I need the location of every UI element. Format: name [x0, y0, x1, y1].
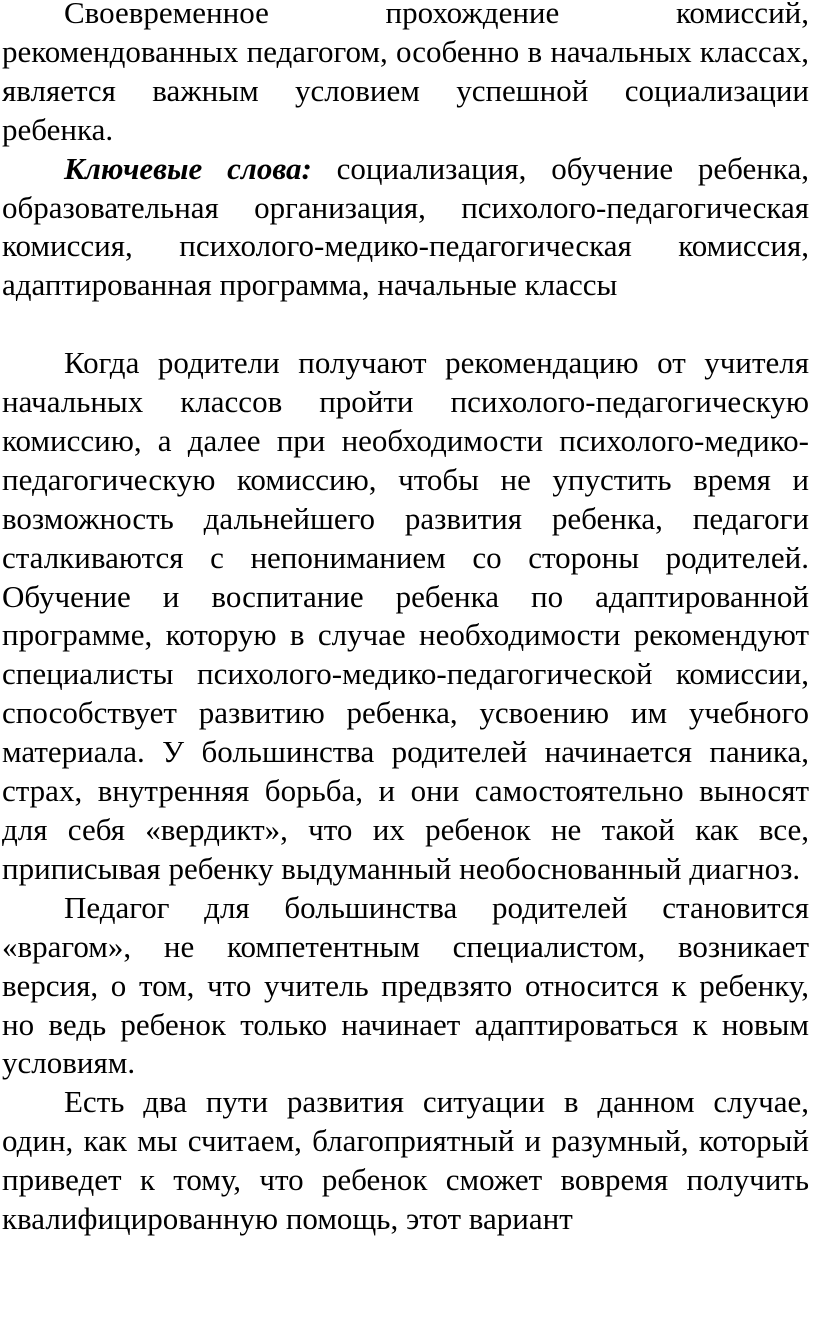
body-paragraph-2: Педагог для большинства родителей становится «врагом», не компетентным специалистом, возникает версия, о том, что учитель предвзято относится к ребенку, но ведь ребенок только начинает адаптироваться к новым условиям.	[2, 889, 809, 1081]
body-paragraph-1: Когда родители получают рекомендацию от учителя начальных классов пройти психолого-педагогическую комиссию, а далее при необходимости психолого-медико-педагогическую комиссию, чтобы не упустить время и возможность дальнейшего развития ребенка, педагоги сталкиваются с непониманием со стороны родителей. Обучение и воспитание ребенка по адаптированной программе, которую в случае необходимости рекомендуют специалисты психолого-медико-педагогической комиссии, способствует развитию ребенка, усвоению им учебного материала. У большинства родителей начинается паника, страх, внутренняя борьба, и они самостоятельно выносят для себя «вердикт», что их ребенок не такой как все, приписывая ребенку выдуманный необоснованный диагноз.	[2, 345, 809, 886]
blank-line	[2, 305, 809, 344]
keywords-paragraph	[2, 150, 809, 306]
abstract-paragraph	[2, 0, 809, 150]
body-paragraph-3: Есть два пути развития ситуации в данном случае, один, как мы считаем, благоприятный и разумный, который приведет к тому, что ребенок сможет вовремя получить квалифицированную помощь, этот вариант	[2, 1084, 809, 1237]
keywords-label: Ключевые слова:	[64, 150, 312, 186]
abstract-text: Своевременное прохождение комиссий, рекомендованных педагогом, особенно в начальных классах, является важным условием успешной социализации ребенка.	[2, 0, 809, 147]
keywords-text: социализация, обучение ребенка, образовательная организация, психолого-педагогическая комиссия, психолого-медико-педагогическая комиссия, адаптированная программа, начальные классы	[2, 150, 809, 303]
